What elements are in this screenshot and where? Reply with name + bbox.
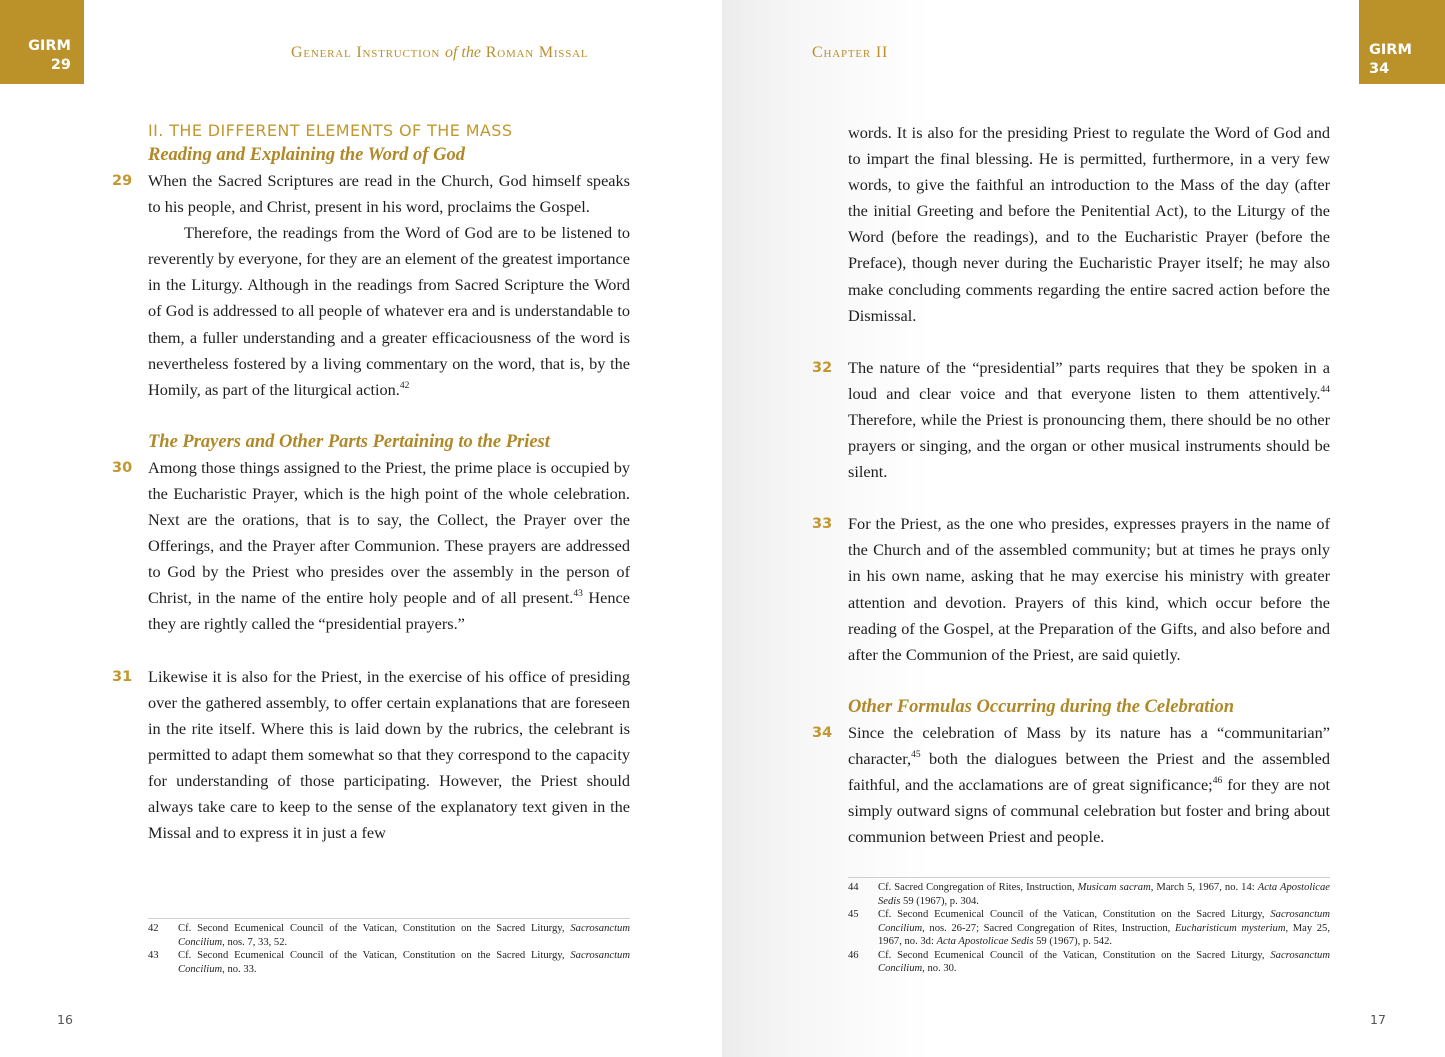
footnote-ref[interactable]: 42	[399, 380, 410, 391]
footnote: 46 Cf. Second Ecumenical Council of the Vatican, Constitution on the Sacred Liturgy, Sacrosanctum Concilium, no. 30.	[848, 949, 1330, 974]
footnote: 43 Cf. Second Ecumenical Council of the Vatican, Constitution on the Sacred Liturgy, Sacrosanctum Concilium, no. 33.	[148, 950, 630, 975]
footnote-ref[interactable]: 44	[1320, 384, 1330, 395]
tab-number: 29	[50, 57, 71, 73]
paragraph-29-cont: Therefore, the readings from the Word of God are to be listened to reverently by everyone, for they are an element of the greatest importance in the Liturgy. Although in the readings from Sacred Scripture the Word of God is addressed to all people of whatever era and is understandable to them, a fuller understanding and a greater efficaciousness of the word is nevertheless fostered by a living commentary on the word, that is, by the Homily, as part of the liturgical action.$^{42}$	[148, 223, 630, 399]
footnote-ref[interactable]: 45	[911, 749, 921, 760]
footnotes	[148, 918, 630, 976]
left-page	[0, 0, 722, 1057]
paragraph-31: 31 Likewise it is also for the Priest, in the exercise of his office of presiding over the gathered assembly, to offer certain explanations that are foreseen in the rite itself. Where this is laid down by the rubrics, the celebrant is permitted to adapt them somewhat so that they correspond to the capacity for understanding of those participating. However, the Priest should always take care to keep to the sense of the explanatory text given in the Missal and to express it in just a few	[148, 664, 630, 847]
paragraph-number: 29	[112, 173, 133, 189]
paragraph-31-cont: words. It is also for the presiding Priest to regulate the Word of God and to impart the final blessing. He is permitted, furthermore, in a very few words, to give the faithful an introduction to the Mass of the day (after the initial Greeting and before the Penitential Act), to the Liturgy of the Word (before the readings), and to the Eucharistic Prayer (before the Preface), though never during the Eucharistic Prayer itself; he may also make concluding comments regarding the entire sacred action before the Dismissal.	[848, 123, 1330, 325]
paragraph-33: 33 For the Priest, as the one who presides, expresses prayers in the name of the Church and of the assembled community; but at times he prays only in his own name, asking that he may exercise his ministry with greater attention and devotion. Prayers of this kind, which occur before the reading of the Gospel, at the Preparation of the Gifts, and also before and after the Communion of the Priest, are said quietly.	[848, 511, 1330, 668]
subheading-other-formulas: Other Formulas Occurring during the Celebration	[848, 696, 1235, 717]
left-page-content	[112, 120, 630, 846]
running-head: General Instruction of the Roman Missal	[291, 44, 589, 61]
page-number: 16	[57, 1012, 73, 1027]
paragraph-32: 32 The nature of the “presidential” parts requires that they be spoken in a loud and clear voice and that everyone listen to them attentively.$^{44}$ Therefore, while the Priest is pronouncing them, there should be no other prayers or singing, and the organ or other musical instruments should be silent.	[848, 355, 1330, 485]
footnote: 44 Cf. Sacred Congregation of Rites, Instruction, Musicam sacram, March 5, 1967, no. 14: Acta Apostolicae Sedis 59 (1967), p. 304.	[848, 882, 1330, 907]
paragraph-number: 30	[112, 459, 133, 476]
paragraph-number: 34	[812, 724, 833, 741]
tab-number: 34	[1369, 61, 1390, 77]
paragraph-number: 32	[812, 359, 833, 376]
footnote-ref[interactable]: 46	[1212, 775, 1223, 786]
paragraph-34: 34 Since the celebration of Mass by its nature has a “communitarian” character,$^{45}$ both the dialogues between the Priest and the assembled faithful, and the acclamations are of great significance;$^{46}$ for they are not simply outward signs of communal celebration but foster and bring about communion between Priest and people.	[848, 720, 1330, 850]
right-page	[722, 0, 1445, 1057]
footnote: 42 Cf. Second Ecumenical Council of the Vatican, Constitution on the Sacred Liturgy, Sacrosanctum Concilium, nos. 7, 33, 52.	[148, 923, 630, 948]
footnote-ref[interactable]: 43	[573, 589, 583, 600]
paragraph-number: 33	[812, 516, 833, 533]
right-page-content	[812, 120, 1330, 850]
girm-tab-right	[1359, 0, 1445, 84]
subheading-prayers-priest: The Prayers and Other Parts Pertaining to the Priest	[148, 431, 550, 452]
tab-label: GIRM	[1369, 42, 1412, 58]
girm-tab-left	[0, 0, 84, 84]
section-heading: II. THE DIFFERENT ELEMENTS OF THE MASS	[148, 121, 513, 140]
paragraph-29: 29 When the Sacred Scriptures are read in the Church, God himself speaks to his people, and Christ, present in his word, proclaims the Gospel.	[148, 168, 630, 220]
tab-label: GIRM	[28, 38, 71, 54]
footnote: 45 Cf. Second Ecumenical Council of the Vatican, Constitution on the Sacred Liturgy, Sacrosanctum Concilium, nos. 26-27; Sacred Congregation of Rites, Instruction, Eucharisticum mysterium, May 25, 1967, no. 3d: Acta Apostolicae Sedis 59 (1967), p. 542.	[848, 909, 1330, 947]
subheading-reading-word: Reading and Explaining the Word of God	[148, 145, 465, 165]
running-head: Chapter II	[812, 44, 889, 61]
page-number: 17	[1370, 1012, 1386, 1027]
footnotes	[848, 877, 1330, 976]
paragraph-number: 31	[112, 668, 133, 685]
paragraph-30: 30 Among those things assigned to the Priest, the prime place is occupied by the Eucharistic Prayer, which is the high point of the whole celebration. Next are the orations, that is to say, the Collect, the Prayer over the Offerings, and the Prayer after Communion. These prayers are addressed to God by the Priest who presides over the assembly in the person of Christ, in the name of the entire holy people and of all present.$^{43}$ Hence they are rightly called the “presidential prayers.”	[148, 455, 630, 638]
